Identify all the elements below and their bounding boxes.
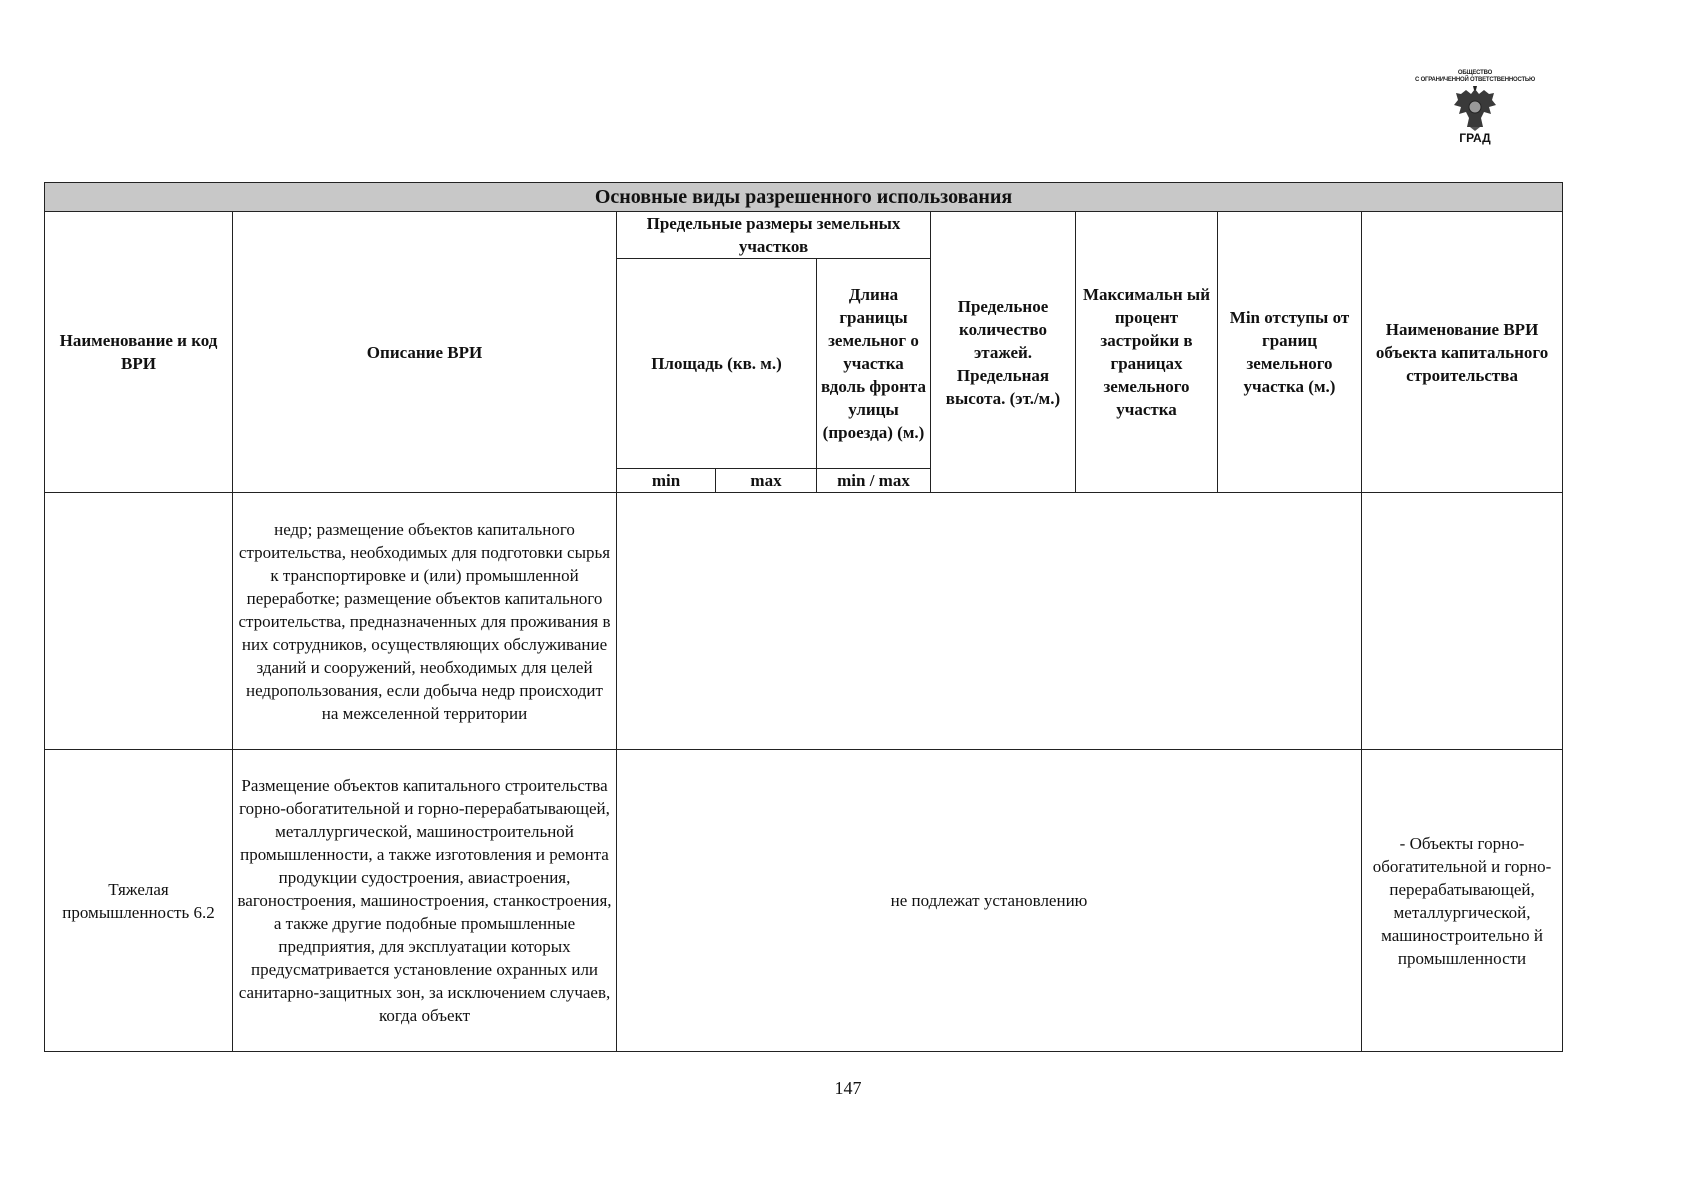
row-description: недр; размещение объектов капитального строительства, необходимых для подготовки сырья к транспортировке и (или) промышленной переработке; размещение объектов капитального строительства, предназначенных для проживания в них сотрудников, осуществляющих обслуживание зданий и сооружений, необходимых для целей недропользования, если добыча недр происходит на межселенной территории (233, 493, 617, 750)
header-name-code: Наименование и код ВРИ (45, 212, 233, 493)
header-floors: Предельное количество этажей. Предельная высота. (эт./м.) (931, 212, 1076, 493)
header-length: Длина границы земельног о участка вдоль фронта улицы (проезда) (м.) (817, 259, 931, 469)
header-row-1 (45, 212, 1563, 259)
table-row (45, 493, 1563, 750)
header-max: max (716, 469, 817, 493)
table-title-row (45, 183, 1563, 212)
row-name-code (45, 493, 233, 750)
company-logo (1392, 70, 1558, 154)
eagle-emblem-icon (1451, 85, 1499, 131)
page-number: 147 (834, 1078, 862, 1098)
header-object-name: Наименование ВРИ объекта капитального строительства (1362, 212, 1563, 493)
table-row (45, 750, 1563, 1052)
row-object-name (1362, 493, 1563, 750)
logo-org-line-2: С ОГРАНИЧЕННОЙ ОТВЕТСТВЕННОСТЬЮ (1414, 77, 1536, 83)
row-name-code: Тяжелая промышленность 6.2 (45, 750, 233, 1052)
row-params (617, 493, 1362, 750)
header-min: min (617, 469, 716, 493)
logo-brand-text: ГРАД (1459, 131, 1491, 145)
header-description: Описание ВРИ (233, 212, 617, 493)
row-params: не подлежат установлению (617, 750, 1362, 1052)
table-title: Основные виды разрешенного использования (45, 183, 1563, 212)
header-plot-sizes: Предельные размеры земельных участков (617, 212, 931, 259)
permitted-use-table (44, 182, 1563, 1052)
logo-org-line-1: ОБЩЕСТВО (1457, 70, 1493, 76)
header-area: Площадь (кв. м.) (617, 259, 817, 469)
row-object-name: - Объекты горно-обогатительной и горно-перерабатывающей, металлургической, машиностроительно й промышленности (1362, 750, 1563, 1052)
header-min-setback: Min отступы от границ земельного участка (м.) (1218, 212, 1362, 493)
header-min-max: min / max (817, 469, 931, 493)
row-description: Размещение объектов капитального строительства горно-обогатительной и горно-перерабатывающей, металлургической, машиностроительной промышленности, а также изготовления и ремонта продукции судостроения, авиастроения, вагоностроения, машиностроения, станкостроения, а также другие подобные промышленные предприятия, для эксплуатации которых предусматривается установление охранных или санитарно-защитных зон, за исключением случаев, когда объект (233, 750, 617, 1052)
header-max-percent: Максимальн ый процент застройки в границах земельного участка (1076, 212, 1218, 493)
